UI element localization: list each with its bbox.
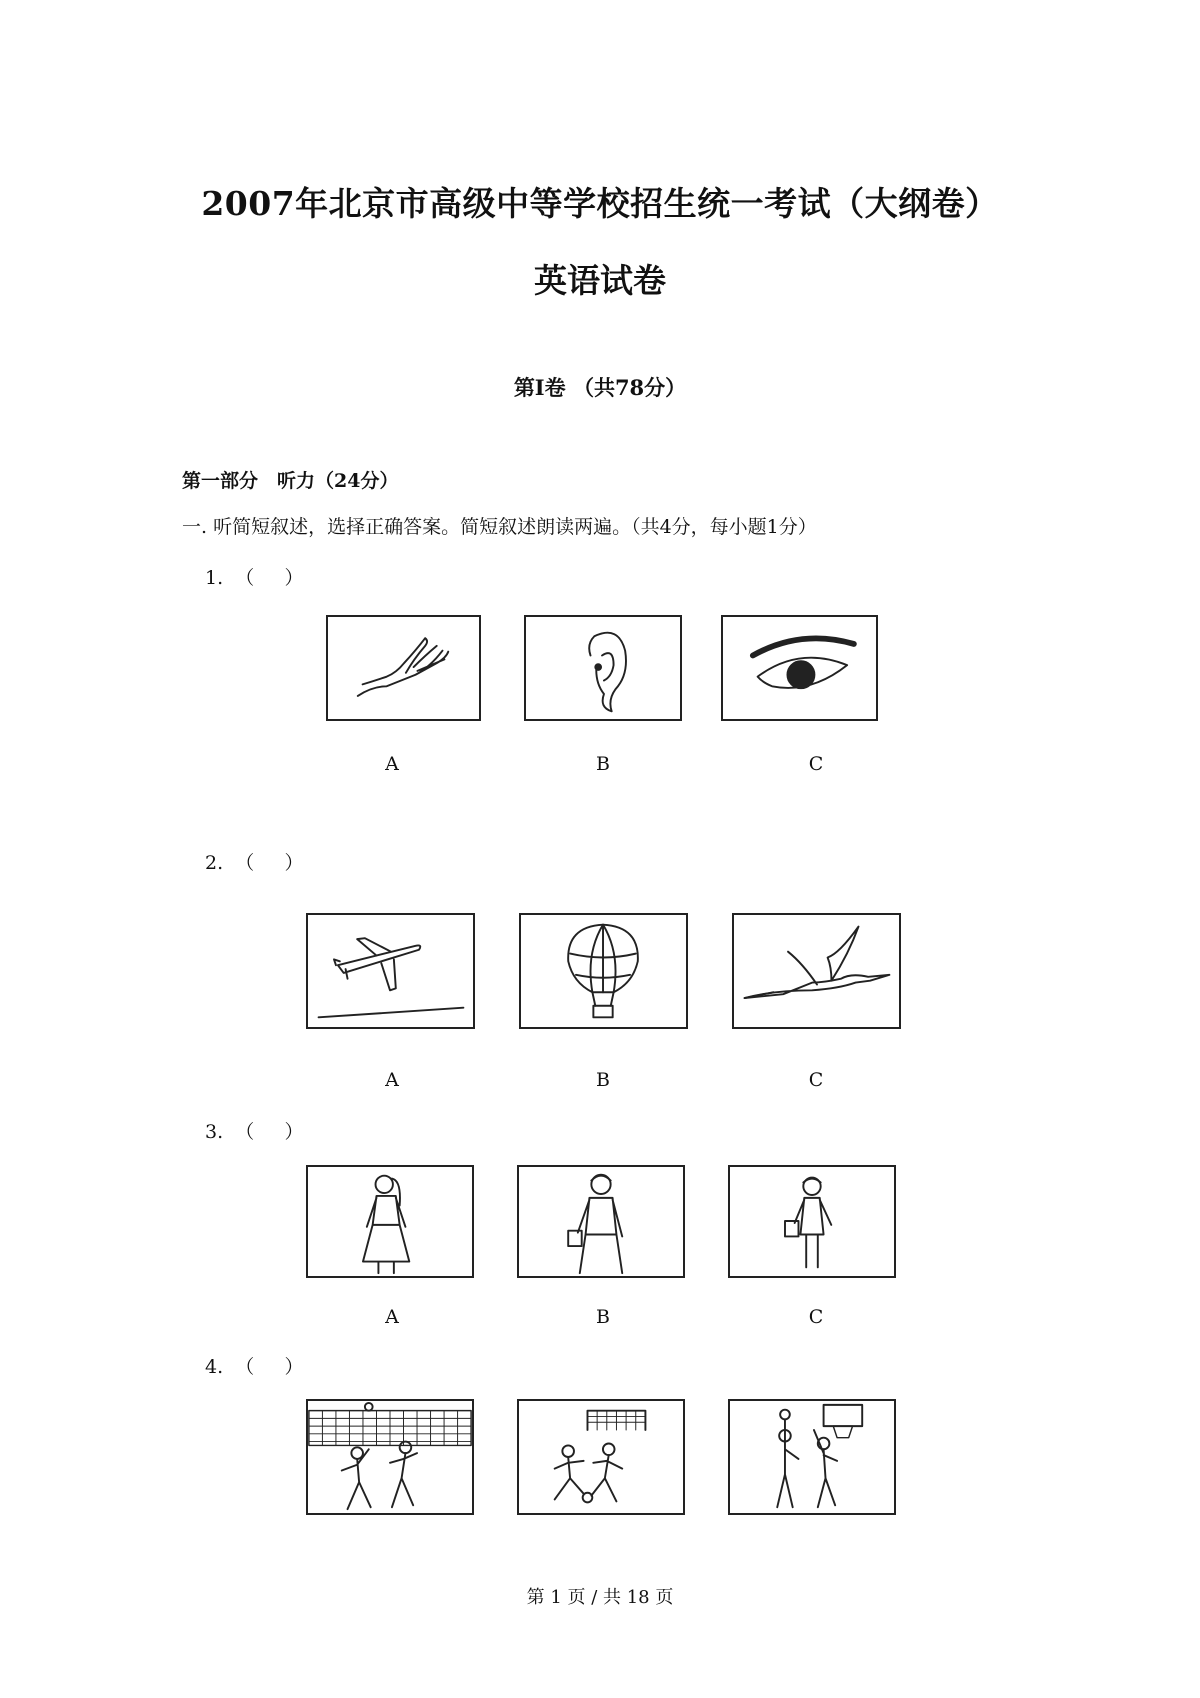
exam-subtitle: 英语试卷 (534, 261, 666, 300)
flying-bird-icon (734, 915, 899, 1027)
question-number: 1. (205, 567, 224, 589)
option-label-a: A (385, 1306, 399, 1328)
option-picture-balloon (519, 913, 688, 1029)
option-label-c: C (808, 753, 824, 775)
exam-title: 2007年北京市高级中等学校招生统一考试（大纲卷） (201, 184, 999, 223)
option-picture-soccer (517, 1399, 685, 1515)
question-3 (205, 1117, 304, 1144)
option-label-b: B (596, 1306, 610, 1328)
option-picture-boy-book (517, 1165, 685, 1278)
boy-with-book-icon (519, 1167, 683, 1276)
option-picture-hand (326, 615, 481, 721)
hand-icon (328, 617, 479, 719)
option-picture-eye (721, 615, 878, 721)
question-number: 2. (205, 852, 224, 874)
option-picture-bird (732, 913, 901, 1029)
girl-in-skirt-icon (308, 1167, 472, 1276)
question-4 (205, 1352, 304, 1379)
option-label-b: B (596, 753, 610, 775)
section-instruction: 一. 听简短叙述，选择正确答案。简短叙述朗读两遍。（共4分，每小题1分） (182, 516, 817, 538)
airplane-icon (308, 915, 473, 1027)
question-number: 3. (205, 1121, 224, 1143)
option-label-a: A (385, 753, 399, 775)
page-footer: 第 1 页 / 共 18 页 (526, 1587, 674, 1608)
ear-icon (526, 617, 680, 719)
answer-blank[interactable]: （ ） (235, 1356, 304, 1378)
answer-blank[interactable]: （ ） (235, 1121, 304, 1143)
question-2 (205, 848, 304, 875)
section-heading: 第一部分 听力（24分） (182, 470, 399, 492)
option-picture-volleyball (306, 1399, 474, 1515)
option-picture-child-bag (728, 1165, 896, 1278)
answer-blank[interactable]: （ ） (235, 852, 304, 874)
option-label-c: C (808, 1069, 824, 1091)
question-1 (205, 563, 304, 590)
option-label-b: B (596, 1069, 610, 1091)
volume-heading: 第Ⅰ卷 （共78分） (513, 375, 687, 400)
option-picture-basketball (728, 1399, 896, 1515)
option-picture-ear (524, 615, 682, 721)
child-with-bag-icon (730, 1167, 894, 1276)
answer-blank[interactable]: （ ） (235, 567, 304, 589)
option-picture-girl (306, 1165, 474, 1278)
eye-icon (723, 617, 876, 719)
option-label-c: C (808, 1306, 824, 1328)
option-label-a: A (385, 1069, 399, 1091)
volleyball-players-icon (308, 1401, 472, 1513)
hot-air-balloon-icon (521, 915, 686, 1027)
soccer-players-icon (519, 1401, 683, 1513)
option-picture-airplane (306, 913, 475, 1029)
basketball-players-icon (730, 1401, 894, 1513)
question-number: 4. (205, 1356, 224, 1378)
